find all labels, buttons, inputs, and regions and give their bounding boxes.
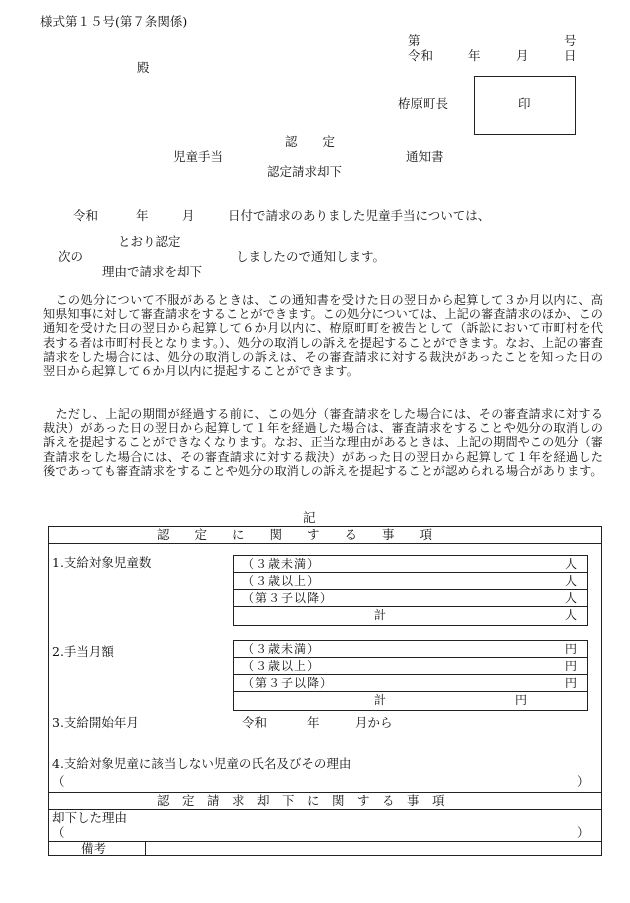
item2-row-total: 計 円 bbox=[374, 693, 527, 707]
item4-paren-close: ） bbox=[577, 774, 590, 789]
intro-end: しましたので通知します。 bbox=[236, 249, 386, 264]
intro-next: 次の bbox=[58, 249, 84, 264]
item3-label: 3.支給開始年月 bbox=[52, 715, 139, 730]
intro-option-top: とおり認定 bbox=[118, 234, 181, 249]
intro-month: 月 bbox=[182, 208, 195, 223]
item2-row-third-child: （第３子以降） 円 bbox=[234, 675, 587, 692]
rejection-paren-open: （ bbox=[52, 825, 65, 840]
section2-header: 認 定 請 求 却 下 に 関 す る 事 項 bbox=[157, 793, 445, 808]
addressee-suffix: 殿 bbox=[137, 60, 150, 75]
date-month: 月 bbox=[516, 48, 529, 63]
title-suffix: 通知書 bbox=[406, 149, 444, 164]
title-option-bottom: 認定請求却下 bbox=[267, 164, 343, 179]
intro-year: 年 bbox=[136, 208, 149, 223]
item2-row-under3: （３歳未満） 円 bbox=[234, 641, 587, 658]
intro-rest: 日付で請求のありました児童手当については、 bbox=[228, 208, 491, 223]
issuer: 栫原町長 bbox=[398, 96, 449, 111]
notice-paragraph-2: ただし、上記の期間が経過する前に、この処分（審査請求をした場合には、その審査請求に対する裁決）があった日の翌日から起算して１年を経過した場合は、審査請求をすることや処分の取消しの訴えを提起することができなくなります。なお、正当な理由があるときは、上記の期間やこの処分（審査請求をした場合には、その審査請求に対する裁決）があった日の翌日から起算して１年を経過した後であっても審査請求をすることや処分の取消しの訴えを提起することが認められる場合があります。 bbox=[43, 407, 603, 478]
ki-mark: 記 bbox=[303, 510, 316, 525]
rejection-paren-close: ） bbox=[577, 825, 590, 840]
date-era: 令和 bbox=[408, 48, 434, 63]
item1-row-third-child: （第３子以降） 人 bbox=[234, 590, 587, 607]
item3-month: 月から bbox=[355, 715, 393, 730]
doc-no-go: 号 bbox=[564, 33, 577, 48]
item1-row-total: 計 人 bbox=[374, 608, 577, 622]
section1-header: 認 定 に 関 す る 事 項 bbox=[157, 527, 433, 542]
item2-label: 2.手当月額 bbox=[52, 644, 114, 659]
details-table bbox=[48, 526, 602, 856]
rejection-label: 却下した理由 bbox=[52, 810, 128, 825]
item3-era: 令和 bbox=[242, 715, 268, 730]
item3-year: 年 bbox=[307, 715, 320, 730]
notice-paragraph-1: この処分について不服があるときは、この通知書を受けた日の翌日から起算して３か月以内に、高知県知事に対して審査請求をすることができます。この処分については、上記の審査請求のほか、この通知を受けた日の翌日から起算して６か月以内に、栫原町町を被告として（訴訟において市町村を代表する者は市町村長となります。）、処分の取消しの訴えを提起することができます。なお、上記の審査請求をした場合には、処分の取消しの訴えは、その審査請求に対する裁決があったことを知った日の翌日から起算して６か月以内に提起することができます。 bbox=[43, 293, 603, 379]
title-option-top: 認 定 bbox=[285, 134, 336, 149]
item1-row-under3: （３歳未満） 人 bbox=[234, 556, 587, 573]
form-number: 様式第１５号(第７条関係) bbox=[40, 14, 188, 29]
item4-label: 4.支給対象児童に該当しない児童の氏名及びその理由 bbox=[52, 756, 352, 771]
date-year: 年 bbox=[468, 48, 481, 63]
doc-no-dai: 第 bbox=[408, 33, 421, 48]
intro-era: 令和 bbox=[73, 208, 99, 223]
item1-row-over3: （３歳以上） 人 bbox=[234, 573, 587, 590]
item2-row-over3: （３歳以上） 円 bbox=[234, 658, 587, 675]
remarks-label: 備考 bbox=[81, 841, 107, 856]
item4-paren-open: （ bbox=[52, 774, 65, 789]
item1-label: 1.支給対象児童数 bbox=[52, 555, 152, 570]
item1-count-box bbox=[233, 555, 588, 626]
item2-amount-box bbox=[233, 640, 588, 711]
seal-mark: 印 bbox=[518, 96, 531, 111]
date-day: 日 bbox=[564, 48, 577, 63]
intro-option-bottom: 理由で請求を却下 bbox=[102, 264, 203, 279]
title-prefix: 児童手当 bbox=[173, 149, 224, 164]
